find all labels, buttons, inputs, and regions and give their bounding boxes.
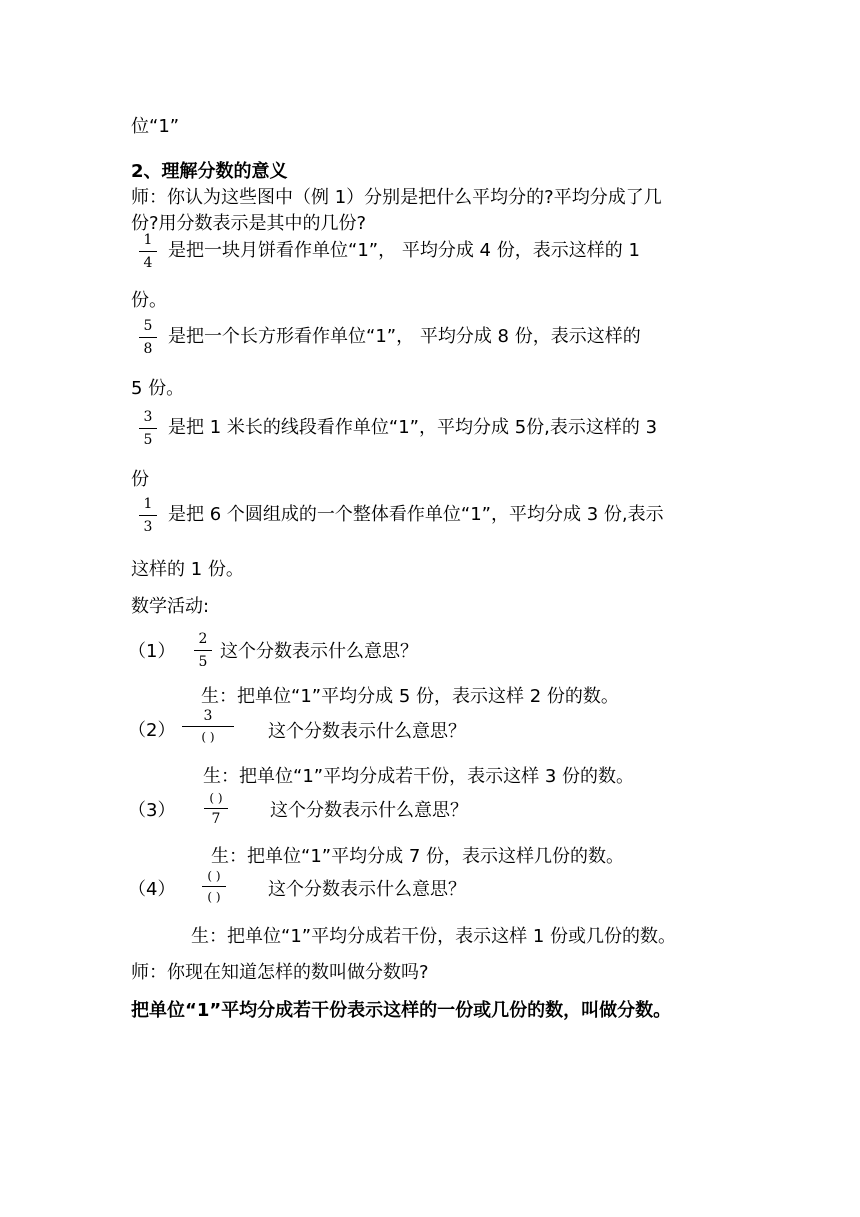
fraction-one-quarter [137,232,159,271]
fraction-bar [139,251,157,252]
fraction-bar [194,650,212,651]
fraction-bar [139,428,157,429]
answer-2: 生：把单位“1”平均分成若干份，表示这样 3 份的数。 [203,766,634,787]
teacher-question-line-1: 师：你认为这些图中（例 1）分别是把什么平均分的?平均分成了几 [131,187,662,208]
question-2-label: （2） [128,720,176,741]
fraction-denominator: 5 [143,432,153,448]
example-1-tail: 份。 [131,290,167,311]
question-1-text: 这个分数表示什么意思？ [220,641,418,662]
fraction-bar [182,726,234,727]
fraction-one-third [137,496,159,535]
fraction-definition: 把单位“1”平均分成若干份表示这样的一份或几份的数，叫做分数。 [131,1000,672,1021]
teacher-question-line-2: 份?用分数表示是其中的几份? [131,213,367,234]
teacher-question-final: 师：你现在知道怎样的数叫做分数吗? [131,962,429,983]
example-4-tail: 这样的 1 份。 [131,559,244,580]
fraction-numerator: ( ) [207,869,221,883]
question-2-text: 这个分数表示什么意思？ [268,721,466,742]
unit-one-line: 位“1” [131,116,180,137]
example-3-tail: 份 [131,469,149,490]
example-2-text: 是把一个长方形看作单位“1”， 平均分成 8 份，表示这样的 [168,326,641,347]
fraction-five-eighths [137,318,159,357]
example-2-tail: 5 份。 [131,378,185,399]
question-3-label: （3） [128,800,176,821]
example-4-text: 是把 6 个圆组成的一个整体看作单位“1”，平均分成 3 份,表示 [168,504,664,525]
fraction-numerator: 2 [198,631,208,647]
fraction-numerator: 5 [143,318,153,334]
fraction-denominator: ( ) [207,890,221,904]
fraction-numerator: 1 [143,496,153,512]
fraction-denominator: 8 [143,341,153,357]
fraction-denominator: 4 [143,255,153,271]
fraction-denominator: 7 [211,811,221,827]
fraction-bar [204,808,228,809]
fraction-numerator: 3 [203,708,213,724]
section-heading: 2、理解分数的意义 [131,161,288,182]
fraction-blank-over-seven [201,790,231,827]
fraction-three-fifths [137,409,159,448]
example-1-text: 是把一块月饼看作单位“1”， 平均分成 4 份，表示这样的 1 [168,240,640,261]
question-3-text: 这个分数表示什么意思？ [270,800,468,821]
fraction-bar [202,886,226,887]
fraction-blank-over-blank [199,868,229,905]
question-1-label: （1） [128,641,176,662]
answer-4: 生：把单位“1”平均分成若干份，表示这样 1 份或几份的数。 [191,926,676,947]
fraction-numerator: ( ) [209,791,223,805]
fraction-three-over-blank [178,708,238,745]
fraction-bar [139,515,157,516]
question-4-text: 这个分数表示什么意思？ [268,879,466,900]
fraction-numerator: 1 [143,232,153,248]
fraction-denominator: ( ) [201,730,215,744]
fraction-numerator: 3 [143,409,153,425]
answer-1: 生：把单位“1”平均分成 5 份，表示这样 2 份的数。 [201,686,619,707]
answer-3: 生：把单位“1”平均分成 7 份，表示这样几份的数。 [211,846,624,867]
question-4-label: （4） [128,879,176,900]
math-activity-heading: 数学活动: [131,596,210,617]
fraction-denominator: 5 [198,654,208,670]
fraction-denominator: 3 [143,519,153,535]
fraction-bar [139,337,157,338]
example-3-text: 是把 1 米长的线段看作单位“1”，平均分成 5份,表示这样的 3 [168,417,658,438]
fraction-two-fifths [192,631,214,670]
